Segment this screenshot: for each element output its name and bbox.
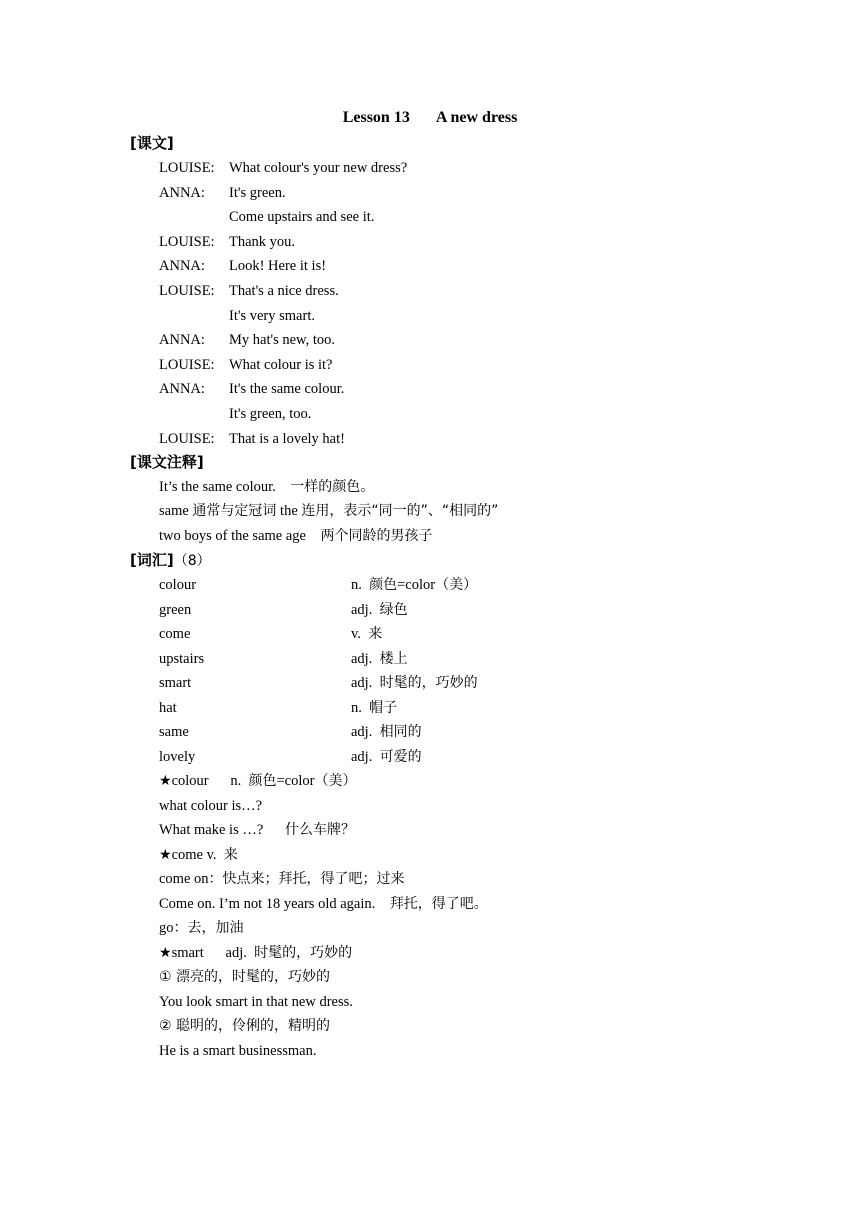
dialogue-line — [159, 282, 339, 300]
lesson-title — [0, 108, 860, 128]
detail-line: go：去，加油 — [159, 920, 244, 936]
note-line: It’s the same colour. 一样的颜色。 — [159, 479, 375, 495]
speaker-name: LOUISE: — [159, 160, 215, 176]
detail-line: ① 漂亮的，时髦的，巧妙的 — [159, 969, 331, 985]
vocab-word: come — [159, 626, 191, 642]
vocab-word: green — [159, 601, 192, 618]
detail-line: He is a smart businessman. — [159, 1043, 317, 1059]
vocab-item — [159, 699, 397, 717]
vocab-meaning: 帽子 — [369, 699, 398, 716]
dialogue-text: It's the same colour. — [229, 381, 345, 398]
star-icon: ★ — [159, 773, 172, 789]
speaker-name: ANNA: — [159, 184, 205, 201]
dialogue-text: That's a nice dress. — [229, 283, 339, 299]
dialogue-line — [159, 405, 311, 423]
dialogue-text: What colour is it? — [229, 356, 333, 373]
speaker-name: LOUISE: — [159, 283, 215, 299]
vocab-item — [159, 601, 408, 619]
dialogue-text: Thank you. — [229, 233, 296, 250]
speaker-name: ANNA: — [159, 381, 205, 398]
lesson-number: Lesson 13 — [342, 109, 410, 126]
vocab-count: （8） — [173, 553, 211, 569]
vocab-pos: n. — [351, 699, 362, 716]
vocab-meaning: 颜色 — [369, 577, 398, 593]
vocab-pos: adj. — [351, 748, 373, 765]
dialogue-line — [159, 257, 326, 275]
text-heading: [课文] — [130, 134, 174, 152]
vocab-note: （美） — [435, 577, 478, 593]
detail-line: what colour is…? — [159, 798, 263, 814]
speaker-name: ANNA: — [159, 258, 205, 275]
dialogue-line — [159, 208, 374, 226]
detail-line: come on：快点来；拜托，得了吧；过来 — [159, 871, 405, 887]
dialogue-line — [159, 307, 315, 325]
vocab-word: lovely — [159, 748, 196, 765]
vocab-pos: adj. — [351, 675, 373, 691]
lesson-name: A new dress — [435, 109, 518, 126]
vocab-pos: adj. — [351, 601, 373, 618]
speaker-name: LOUISE: — [159, 233, 215, 250]
dialogue-text: It's very smart. — [229, 307, 315, 324]
vocab-item — [159, 625, 382, 643]
detail-smart-head: ★smart adj. 时髦的，巧妙的 — [159, 945, 353, 961]
vocab-word: same — [159, 724, 189, 740]
dialogue-text: What colour's your new dress? — [229, 160, 408, 176]
dialogue-text: My hat's new, too. — [229, 332, 335, 349]
detail-line: What make is …? 什么车牌？ — [159, 822, 356, 838]
vocab-pos: adj. — [351, 650, 373, 667]
detail-colour-head: ★colour n. 颜色=color（美） — [159, 773, 357, 789]
dialogue-text: It's green, too. — [229, 406, 312, 422]
vocab-extra: =color — [397, 577, 436, 593]
note-line: two boys of the same age 两个同龄的男孩子 — [159, 528, 433, 544]
vocab-pos: v. — [351, 626, 361, 642]
vocab-meaning: 相同的 — [379, 724, 422, 740]
vocab-item — [159, 650, 408, 668]
dialogue-line — [159, 159, 407, 177]
detail-line: Come on. I’m not 18 years old again. 拜托，得了吧。 — [159, 896, 488, 912]
detail-come-head: ★come v. 来 — [159, 847, 238, 863]
vocab-item — [159, 576, 477, 594]
vocab-meaning: 来 — [368, 626, 383, 642]
notes-heading: [课文注释] — [130, 453, 204, 471]
dialogue-line — [159, 380, 344, 398]
dialogue-line — [159, 184, 286, 202]
vocab-meaning: 楼上 — [379, 650, 408, 667]
vocab-word: hat — [159, 699, 177, 716]
vocab-meaning: 可爱的 — [379, 748, 422, 765]
vocab-pos: n. — [351, 577, 362, 593]
dialogue-text: Look! Here it is! — [229, 258, 327, 275]
note-line: same 通常与定冠词 the 连用，表示“同一的”、“相同的” — [159, 503, 499, 519]
vocab-word: smart — [159, 675, 192, 691]
vocab-word: colour — [159, 577, 197, 593]
star-icon: ★ — [159, 847, 172, 863]
vocab-meaning: 时髦的，巧妙的 — [379, 675, 478, 691]
dialogue-line — [159, 356, 332, 374]
speaker-name: ANNA: — [159, 332, 205, 349]
dialogue-text: It's green. — [229, 184, 286, 201]
vocab-meaning: 绿色 — [379, 601, 408, 618]
dialogue-text: That is a lovely hat! — [229, 430, 345, 447]
speaker-name: LOUISE: — [159, 430, 215, 447]
dialogue-line — [159, 233, 295, 251]
dialogue-line — [159, 430, 345, 448]
vocab-pos: adj. — [351, 724, 373, 740]
detail-line: ② 聪明的，伶俐的，精明的 — [159, 1018, 331, 1034]
vocab-heading: [词汇]（8） — [130, 551, 211, 569]
star-icon: ★ — [159, 945, 172, 961]
vocab-item — [159, 748, 422, 766]
vocab-word: upstairs — [159, 650, 205, 667]
vocab-item — [159, 674, 478, 692]
dialogue-text: Come upstairs and see it. — [229, 209, 375, 226]
speaker-name: LOUISE: — [159, 356, 215, 373]
detail-line: You look smart in that new dress. — [159, 994, 353, 1010]
vocab-item — [159, 723, 422, 741]
dialogue-line — [159, 331, 335, 349]
